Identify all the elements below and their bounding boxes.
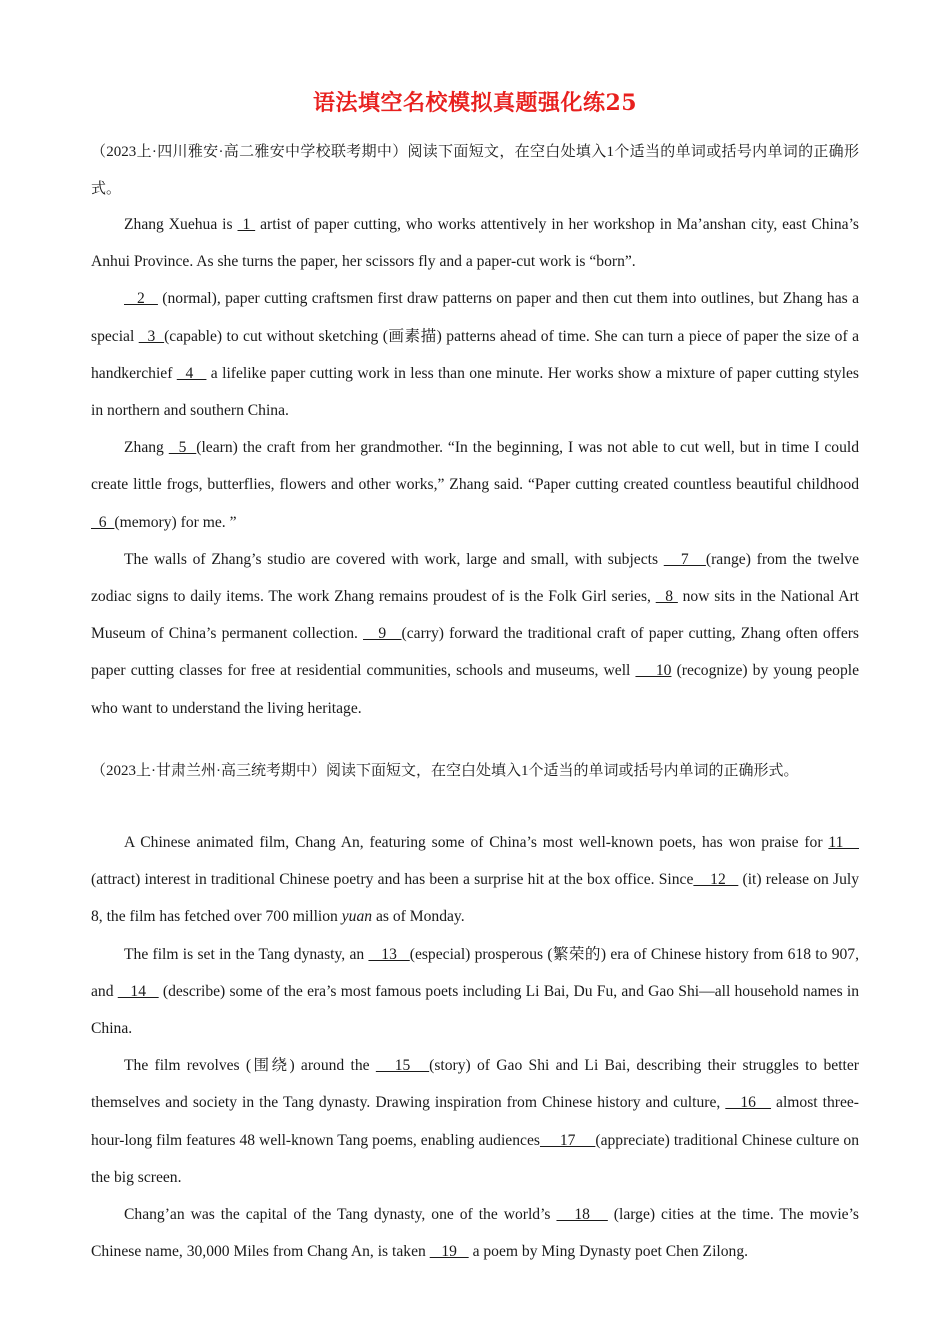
page-title: 语法填空名校模拟真题强化练25 [312, 90, 638, 116]
passage2-paragraph-4: Chang’an was the capital of the Tang dynasty, one of the world’s 18 (large) cities at the time. The movie’s Chinese name, 30,000 Miles from Chang An, is taken 19 a poem by Ming Dynasty poet Chen Zilong. [91, 1206, 859, 1261]
section1-passage [91, 206, 859, 727]
blank-5[interactable]: 5 [168, 439, 197, 457]
blank-12[interactable]: 12 [693, 871, 739, 889]
blank-4[interactable]: 4 [176, 364, 207, 382]
blank-2[interactable]: 2 [124, 290, 158, 308]
blank-11[interactable]: 11 [828, 834, 859, 851]
passage1-paragraph-4: The walls of Zhang’s studio are covered with work, large and small, with subjects 7 (range) from the twelve zodiac signs to daily items. The work Zhang remains proudest of is the Folk Girl series, 8 now sits in the National Art Museum of China’s permanent collection. 9 (carry) forward the traditional craft of paper cutting, Zhang often offers paper cutting classes for free at residential communities, schools and museums, well 10 (recognize) by young people who want to understand the living heritage. [91, 550, 860, 717]
blank-7[interactable]: 7 [663, 550, 706, 568]
blank-1[interactable]: 1 [237, 216, 256, 233]
blank-19[interactable]: 19 [429, 1243, 469, 1261]
blank-15[interactable]: 15 [375, 1057, 430, 1075]
passage2-paragraph-3: The film revolves (围绕) around the 15 (story) of Gao Shi and Li Bai, describing their struggles to better themselves and society in the Tang dynasty. Drawing inspiration from Chinese history and culture, 16 almost three-hour-long film features 48 well-known Tang poems, enabling audiences 17 (appreciate) traditional Chinese culture on the big screen. [91, 1057, 859, 1186]
passage2-paragraph-2: The film is set in the Tang dynasty, an 13 (especial) prosperous (繁荣的) era of Chinese history from 618 to 907, and 14 (describe) some of the era’s most famous poets including Li Bai, Du Fu, and Gao Shi—all household names in China. [91, 945, 860, 1038]
passage2-paragraph-1: A Chinese animated film, Chang An, featuring some of China’s most well-known poets, has won praise for 11 (attract) interest in traditional Chinese poetry and has been a surprise hit at the box office. Since 12 (it) release on July 8, the film has fetched over 700 million yuan as of Monday. [91, 834, 860, 926]
section1-instruction: （2023上·四川雅安·高二雅安中学校联考期中）阅读下面短文，在空白处填入1个适当的单词或括号内单词的正确形式。 [91, 144, 859, 198]
blank-6[interactable]: 6 [91, 513, 115, 531]
passage1-paragraph-1: Zhang Xuehua is 1 artist of paper cutting, who works attentively in her workshop in Ma’anshan city, east China’s Anhui Province. As she turns the paper, her scissors fly and a paper-cut work is “born”. [91, 216, 859, 271]
blank-3[interactable]: 3 [138, 327, 165, 345]
blank-8[interactable]: 8 [655, 588, 678, 606]
section2-instruction: （2023上·甘肃兰州·高三统考期中）阅读下面短文，在空白处填入1个适当的单词或括号内单词的正确形式。 [91, 763, 799, 779]
blank-14[interactable]: 14 [117, 982, 159, 1000]
passage1-paragraph-2: 2 (normal), paper cutting craftsmen first draw patterns on paper and then cut them into outlines, but Zhang has a special 3 (capable) to cut without sketching (画素描) patterns ahead of time. She can turn a piece of paper the size of a handkerchief 4 a lifelike paper cutting work in less than one minute. Her works show a mixture of paper cutting styles in northern and southern China. [91, 290, 859, 420]
blank-18[interactable]: 18 [556, 1206, 608, 1224]
passage1-paragraph-3: Zhang 5 (learn) the craft from her grandmother. “In the beginning, I was not able to cut well, but in time I could create little frogs, butterflies, flowers and other works,” Zhang said. “Paper cutting created countless beautiful childhood 6 (memory) for me. ” [91, 439, 859, 531]
blank-9[interactable]: 9 [363, 625, 402, 643]
blank-16[interactable]: 16 [725, 1094, 772, 1112]
blank-17[interactable]: 17 [539, 1131, 596, 1149]
section2-passage [91, 824, 859, 1270]
blank-10[interactable]: 10 [635, 662, 672, 680]
blank-13[interactable]: 13 [368, 945, 410, 963]
